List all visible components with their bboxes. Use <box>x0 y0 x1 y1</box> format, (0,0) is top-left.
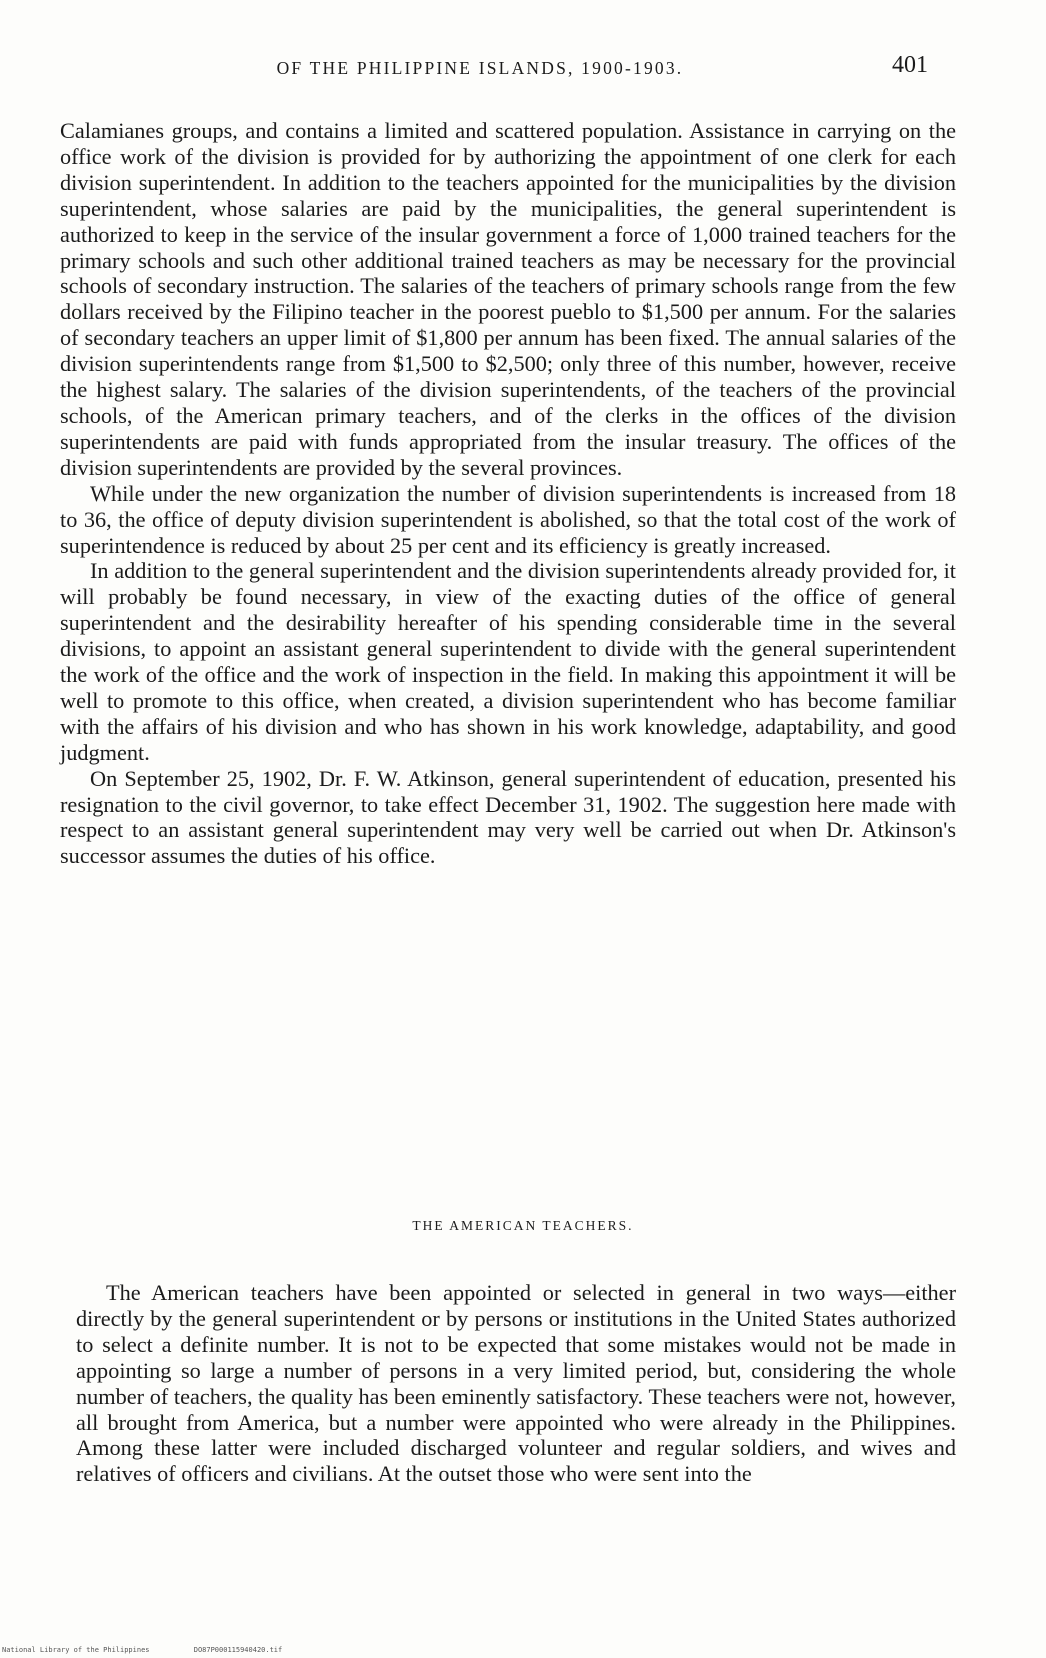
paragraph: In addition to the general superintendent and the division superintendents already provided for, it will probably be found necessary, in view of the exacting duties of the office of general superintendent and the desirability hereafter of his spending considerable time in the several divisions, to appoint an assistant general superintendent to divide with the general superintendent the work of the office and the work of inspection in the field. In making this appointment it will be well to promote to this office, when created, a division superintendent who has become familiar with the affairs of his division and who has shown in his work knowledge, adaptability, and good judgment. <box>60 558 956 765</box>
page-number: 401 <box>892 52 928 78</box>
paragraph: Calamianes groups, and contains a limited and scattered population. Assistance in carrying on the office work of the division is provided for by authorizing the appointment of one clerk for each division superintendent. In addition to the teachers appointed for the municipalities by the division superintendent, whose salaries are paid by the municipalities, the general superintendent is authorized to keep in the service of the insular government a force of 1,000 trained teachers for the primary schools and such other additional trained teachers as may be necessary for the provincial schools of secondary instruction. The salaries of the teachers of primary schools range from the few dollars received by the Filipino teacher in the poorest pueblo to $1,500 per annum. For the salaries of secondary teachers an upper limit of $1,800 per annum has been fixed. The annual salaries of the division superintendents range from $1,500 to $2,500; only three of this number, however, receive the highest salary. The salaries of the division superintendents, of the teachers of the provincial schools, of the American primary teachers, and of the clerks in the offices of the division superintendents are paid with funds appropriated from the insular treasury. The offices of the division superintendents are provided by the several provinces. <box>60 118 956 480</box>
paragraph: The American teachers have been appointed or selected in general in two ways—either directly by the general superintendent or by persons or institutions in the United States authorized to select a definite number. It is not to be expected that some mistakes would not be made in appointing so large a number of persons in a very limited period, but, considering the whole number of teachers, the quality has been eminently satisfactory. These teachers were not, however, all brought from America, but a number were appointed who were already in the Philippines. Among these latter were included discharged volunteer and regular soldiers, and wives and relatives of officers and civilians. At the outset those who were sent into the <box>76 1280 956 1487</box>
footer-library: National Library of the Philippines <box>2 1646 150 1654</box>
section-body-text <box>76 1280 956 1487</box>
footer-file: DO87P000115940420.tif <box>193 1646 283 1654</box>
paragraph: On September 25, 1902, Dr. F. W. Atkinson, general superintendent of education, presented his resignation to the civil governor, to take effect December 31, 1902. The suggestion here made with respect to an assistant general superintendent may very well be carried out when Dr. Atkinson's successor assumes the duties of his office. <box>60 765 956 869</box>
section-heading: THE AMERICAN TEACHERS. <box>412 1218 634 1233</box>
running-head: OF THE PHILIPPINE ISLANDS, 1900-1903. <box>276 58 684 78</box>
scan-footer <box>2 1646 322 1654</box>
body-text <box>60 118 956 869</box>
paragraph: While under the new organization the number of division superintendents is increased from 18 to 36, the office of deputy division superintendent is abolished, so that the total cost of the work of superintendence is reduced by about 25 per cent and its efficiency is greatly increased. <box>60 480 956 558</box>
